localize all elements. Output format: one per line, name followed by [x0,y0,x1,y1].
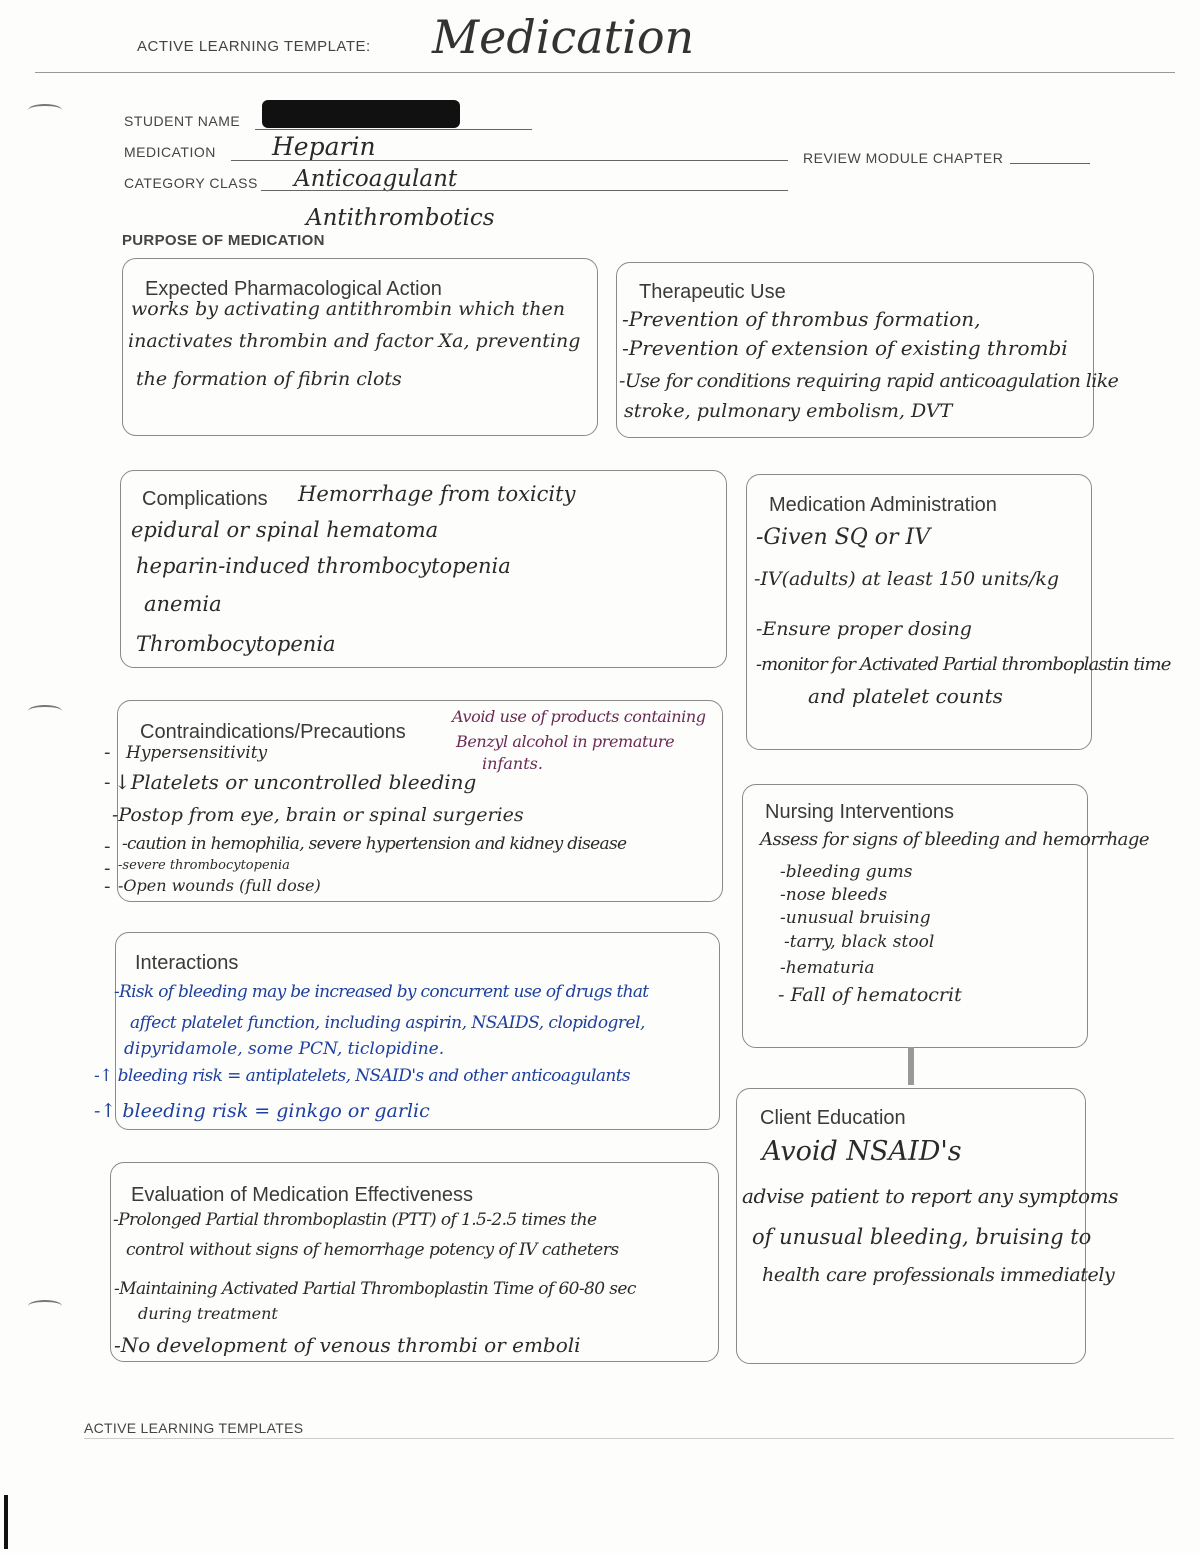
client-education-line: Avoid NSAID's [762,1136,962,1167]
contraindications-line: -Postop from eye, brain or spinal surgeries [112,804,524,826]
nursing-interventions-line: -bleeding gums [780,862,913,882]
punch-hole-mark [28,104,62,116]
bullet-dash: - [104,858,111,879]
review-module-line [1010,163,1090,164]
contraindications-line: -Open wounds (full dose) [118,876,321,895]
interactions-title: Interactions [135,952,239,974]
medication-value: Heparin [272,132,376,161]
evaluation-line: -Maintaining Activated Partial Thromboplastin Time of 60-80 sec [114,1279,636,1299]
template-label: ACTIVE LEARNING TEMPLATE: [137,38,371,55]
complications-line: Thrombocytopenia [136,632,336,656]
expected-action-title: Expected Pharmacological Action [145,278,442,300]
student-name-line [255,129,532,130]
student-name-label: STUDENT NAME [124,113,241,129]
therapeutic-use-line: -Prevention of thrombus formation, [622,307,981,331]
contraindications-note: Avoid use of products containing [452,707,706,726]
header-rule [35,72,1175,73]
punch-hole-mark [28,1300,62,1312]
nursing-interventions-title: Nursing Interventions [765,801,954,823]
client-education-line: health care professionals immediately [762,1264,1115,1286]
footer-rule [84,1438,1174,1439]
administration-line: -Ensure proper dosing [756,618,972,640]
complications-title: Complications [142,488,268,510]
expected-action-line: the formation of fibrin clots [136,368,402,390]
administration-line: and platelet counts [808,684,1003,708]
therapeutic-use-line: stroke, pulmonary embolism, DVT [624,400,953,422]
category-class-label: CATEGORY CLASS [124,175,258,191]
administration-line: -IV(adults) at least 150 units/kg [754,568,1060,590]
administration-title: Medication Administration [769,494,997,516]
client-education-line: advise patient to report any symptoms [742,1184,1119,1208]
category-class-line [261,190,788,191]
contraindications-line: ↓Platelets or uncontrolled bleeding [114,770,477,794]
evaluation-line: -No development of venous thrombi or emboli [114,1333,581,1357]
expected-action-line: works by activating antithrombin which then [131,298,565,320]
contraindications-note: Benzyl alcohol in premature [456,732,675,751]
footer-label: ACTIVE LEARNING TEMPLATES [84,1420,304,1436]
review-module-label: REVIEW MODULE CHAPTER [803,150,1004,166]
redacted-name [262,100,460,128]
client-education-line: of unusual bleeding, bruising to [752,1225,1092,1249]
evaluation-line: -Prolonged Partial thromboplastin (PTT) of 1.5-2.5 times the [113,1210,597,1230]
evaluation-title: Evaluation of Medication Effectiveness [131,1184,474,1206]
complications-line: heparin-induced thrombocytopenia [136,554,511,578]
complications-inline: Hemorrhage from toxicity [298,482,576,506]
administration-line: -monitor for Activated Partial thromboplastin time [756,654,1171,675]
therapeutic-use-line: -Prevention of extension of existing thrombi [622,336,1068,360]
contraindications-title: Contraindications/Precautions [140,721,406,743]
interactions-line: -↑ bleeding risk = antiplatelets, NSAID's and other anticoagulants [94,1066,631,1086]
evaluation-line: control without signs of hemorrhage potency of IV catheters [126,1240,619,1260]
administration-line: -Given SQ or IV [756,525,931,550]
category-class-value: Anticoagulant [294,166,458,192]
evaluation-line: during treatment [138,1304,278,1323]
contraindications-line: -caution in hemophilia, severe hypertension and kidney disease [122,834,627,854]
medication-line [231,160,788,161]
purpose-label: PURPOSE OF MEDICATION [122,232,325,249]
nursing-interventions-line: -tarry, black stool [784,932,935,952]
medication-label: MEDICATION [124,144,216,160]
nursing-interventions-line: - Fall of hematocrit [778,984,962,1006]
interactions-line: -Risk of bleeding may be increased by concurrent use of drugs that [114,982,649,1002]
interactions-line: -↑ bleeding risk = ginkgo or garlic [94,1100,430,1122]
interactions-line: dipyridamole, some PCN, ticlopidine. [124,1039,445,1059]
nursing-interventions-line: Assess for signs of bleeding and hemorrhage [760,829,1150,850]
nursing-interventions-line: -unusual bruising [780,908,931,928]
nursing-interventions-line: -hematuria [780,958,875,978]
complications-line: epidural or spinal hematoma [131,518,439,542]
contraindications-line: Hypersensitivity [126,743,268,763]
interactions-line: affect platelet function, including aspirin, NSAIDS, clopidogrel, [130,1013,645,1033]
punch-hole-mark [28,705,62,717]
bullet-dash: - [104,836,111,857]
complications-line: anemia [144,592,222,616]
scan-edge-mark [4,1495,8,1549]
therapeutic-use-line: -Use for conditions requiring rapid anticoagulation like [619,370,1119,392]
contraindications-note: infants. [482,754,543,773]
nursing-interventions-line: -nose bleeds [780,885,888,905]
bullet-dash: - [104,742,111,763]
contraindications-line: -severe thrombocytopenia [118,858,290,873]
bullet-dash: - [104,772,111,793]
template-title: Medication [432,10,695,64]
box-connector [908,1047,914,1085]
bullet-dash: - [104,876,111,897]
expected-action-line: inactivates thrombin and factor Xa, preventing [128,330,581,352]
client-education-title: Client Education [760,1107,906,1129]
category-class-value-2: Antithrombotics [306,205,495,231]
therapeutic-use-title: Therapeutic Use [639,281,786,303]
